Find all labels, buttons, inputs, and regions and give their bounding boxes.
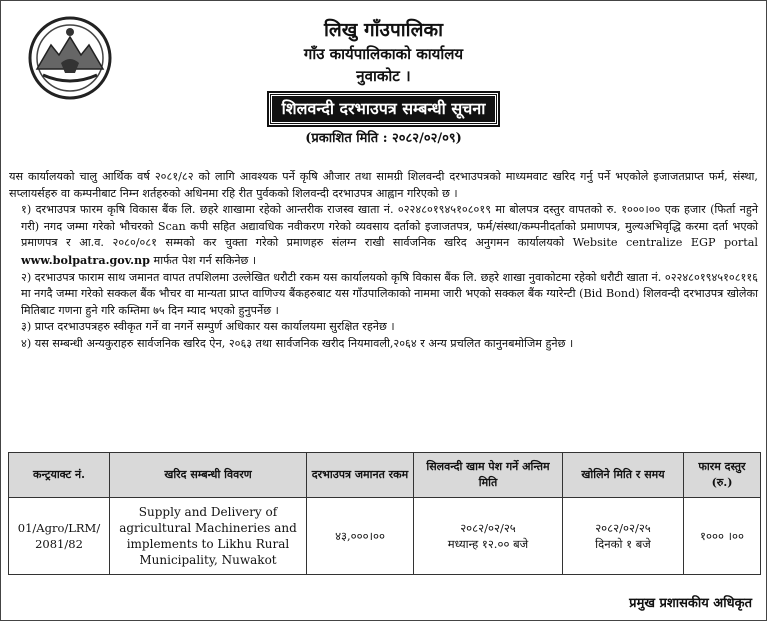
form-fee: १००० ।०० [684,498,761,575]
condition-1-text: १) दरभाउपत्र फारम कृषि विकास बैंक लि. छहरे शाखामा रहेको आन्तरीक राजस्व खाता नं. ०२२४८०१९४५१०८०१९ मा बोलपत्र दस्तुर वापतको रु. १०००।०० एक हजार (फिर्ता नहुने गरी) नगद जम्मा गरेको भौचरको Scan कपी सहित अद्यावधिक नवीकरण गरेको व्यवसाय दर्ताको इजाजतपत्र, फर्म/संस्था/कम्पनीदर्ताको प्रमाणपत्र, मुल्यअभिवृद्धि करमा दर्ता भएको प्रमाणपत्र र आ.व. २०८०/०८१ सम्मको कर चुक्ता गरेको प्रमाणहरु संलग्न राखी सार्वजनिक खरिद अनुगमन कार्यालयको Website centralize EGP portal [21,203,758,250]
header-submission-deadline: सिलवन्दी खाम पेश गर्ने अन्तिम मिति [414,453,563,498]
submission-time: मध्यान्ह १२.०० बजे [447,537,529,551]
office-location: नुवाकोट । [356,67,411,85]
intro-paragraph: यस कार्यालयको चालु आर्थिक वर्ष २०८१/८२ को लागि आवश्यक पर्ने कृषि औजार तथा सामग्री शिलवन्दी दरभाउपत्रको माध्यमवाट खरिद गर्नु पर्ने भएकोले इजाजतप्राप्त फर्म, संस्था, सप्लायर्सहरु वा कम्पनीबाट निम्न शर्तहरुको अधिनमा रहि रीत पुर्वकको शिलवन्दी दरभाउपत्र आह्वान गरिएको छ । [9,170,758,200]
contract-number: 01/Agro/LRM/ 2081/82 [9,498,110,575]
opening-datetime [563,498,684,575]
condition-4: ४) यस सम्बन्धी अन्यकुराहरु सार्वजनिक खरिद ऐन, २०६३ तथा सार्वजनिक खरीद नियमावली,२०६४ र अन्य प्रचलित कानुनबमोजिम हुनेछ । [21,336,574,350]
header-description: खरिद सम्बन्धी विवरण [110,453,307,498]
condition-1 [9,202,758,269]
signatory-title: प्रमुख प्रशासकीय अधिकृत [629,596,752,611]
notice-title-banner: शिलवन्दी दरभाउपत्र सम्बन्धी सूचना [269,93,499,125]
header-opening-date: खोलिने मिति र समय [563,453,684,498]
office-name: गाँउ कार्यपालिकाको कार्यालय [303,45,464,63]
submission-date: २०८२/०२/२५ [460,521,516,535]
municipality-name: लिखु गाँउपालिका [323,19,444,41]
table-header-row [9,453,761,498]
bolpatra-link[interactable]: www.bolpatra.gov.np [21,252,150,267]
bid-details-table [8,452,761,575]
procurement-description: Supply and Delivery of agricultural Machineries and implements to Likhu Rural Municipality, Nuwakot [110,498,307,575]
header-form-fee: फारम दस्तुर (रु.) [684,453,761,498]
bid-security-amount: ४३,०००।०० [307,498,414,575]
opening-date: २०८२/०२/२५ [595,521,651,535]
condition-1-suffix: मार्फत पेश गर्न सकिनेछ । [153,253,257,267]
submission-deadline [414,498,563,575]
condition-2: २) दरभाउपत्र फाराम साथ जमानत वापत तपशिलमा उल्लेखित धरौटी रकम यस कार्यालयको कृषि विकास बैंक लि. छहरे शाखा नुवाकोटमा रहेको धरौटी खाता नं. ०२२४८०१९४५१०८११६ मा नगदै जम्मा गरेको सक्कल बैंक भौचर वा मान्यता प्राप्त वाणिज्य बैंकहरुबाट यस गाँउपालिकाको नाममा जारी भएको सक्कल बैंक ग्यारेन्टी (Bid Bond) शिलवन्दी दरभाउपत्र खोलेका मितिबाट गणना हुने गरि कम्तिमा ७५ दिन म्याद भएको हुनुपर्नेछ । [21,270,758,317]
notice-header [1,17,766,148]
published-date: (प्रकाशित मिति : २०८२/०२/०९) [305,131,462,146]
notice-body [9,169,758,353]
table-row [9,498,761,575]
condition-3: ३) प्राप्त दरभाउपत्रहरु स्वीकृत गर्ने वा नगर्ने सम्पुर्ण अधिकार यस कार्यालयमा सुरक्षित रहनेछ । [21,320,395,334]
opening-time: दिनको १ बजे [595,537,651,551]
header-contract-no: कन्ट्रयाक्ट नं. [9,453,110,498]
header-bid-security: दरभाउपत्र जमानत रकम [307,453,414,498]
